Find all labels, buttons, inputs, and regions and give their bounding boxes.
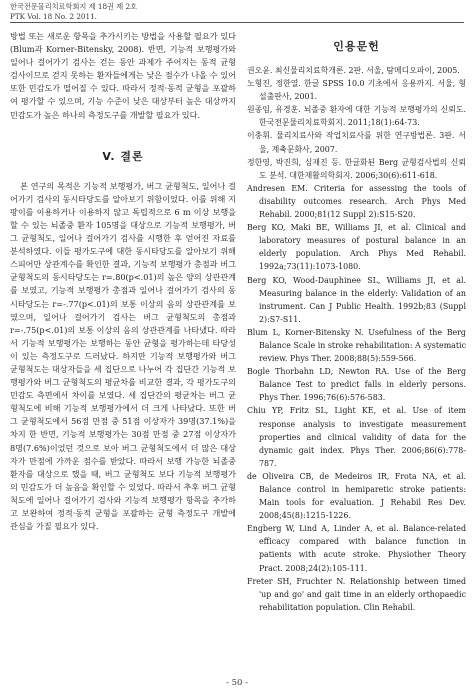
reference-item: 정한영, 박진희, 심재진 등. 한글화된 Berg 균형검사법의 신뢰도 분석. 대한재활의학회지. 2006;30(6):611-618. bbox=[247, 157, 466, 180]
reference-item: de Oliveira CB, de Medeiros IR, Frota NA, et al. Balance control in hemiparetic stroke patients: Main tools for evaluation. J Rehabil Res Dev. 2008;45(8):1215-1226. bbox=[247, 471, 466, 521]
reference-item: Berg KO, Wood-Dauphinee SL, Williams JI, et al. Measuring balance in the elderly: Validation of an instrument. Can J Public Health. 1992b;83 (Suppl 2):S7-S11. bbox=[247, 275, 466, 324]
references-heading: 인용문헌 bbox=[333, 40, 380, 53]
discussion-paragraph: 방법 또는 새로운 항목을 추가시키는 방법을 사용할 필요가 있다(Blum과 Korner-Bitensky, 2008). 반면, 기능적 보행평가와 일어나 걸어가기 검사는 걷는 동안 과제가 주어지는 동적 균형 검사이므로 걷지 못하는 환자들에게는 낮은 점수가 나올 수 있어 또한 민감도가 떨어질 수 있다. 따라서 정적·동적 균형을 포괄하여 평가할 수 있으며, 기능 수준이 낮은 대상부터 높은 대상까지 민감도가 높은 하나의 측정도구를 개발할 필요가 있다. bbox=[10, 31, 236, 120]
reference-item: Engberg W, Lind A, Linder A, et al. Balance-related efficacy compared with balance function in patients with acute stroke. Physiother Theory Pract. 2008;24(2):105-111. bbox=[247, 524, 466, 573]
page-number: - 50 - bbox=[226, 678, 248, 688]
journal-header bbox=[10, 2, 310, 22]
reference-list bbox=[247, 64, 466, 614]
conclusion-paragraph: 본 연구의 목적은 기능적 보행평가, 버그 균형척도, 일어나 걸어가기 검사의 동시타당도를 알아보기 위함이었다. 이를 위해 지팡이를 이용하거나 이용하지 않고 독립적으로 6 m 이상 보행을 할 수 있는 뇌졸중 환자 105명을 대상으로 기능적 보행평가, 버그 균형척도, 일어나 걸어가기 검사를 시행한 후 얻어진 자료를 분석하였다. 이들 평가도구에 대한 동시타당도를 알아보기 위해 스피어만 상관계수를 확인한 결과, 기능적 보행평가 총점과 버그 균형척도의 동시타당도는 r=.80(p<.01)의 높은 양의 상관관계를 보였고, 기능적 보행평가 총점과 일어나 걸어가기 검사의 동시타당도는 r=-.77(p<.01)의 보통 이상의 음의 상관관계를 보였으며, 일어나 걸어가기 검사는 버그 균형척도의 총점과 r=-.75(p<.01)의 보통 이상의 음의 상관관계를 나타냈다. 따라서 기능적 보행평가는 보행하는 동안 균형을 평가하는데 타당성이 있는 측정도구로 드러났다. 하지만 기능적 보행평가와 버그 균형척도는 대상자들을 세 집단으로 나누어 각 집단간 기능적 보행평가와 버그 균형척도의 평균차를 비교한 결과, 각 평가도구의 민감도 측면에서 차이를 보였다. 세 집단간의 평균차는 버그 균형척도에 비해 기능적 보행평가에서 더 크게 나타났다. 또한 버그 균형척도에서 56점 만점 중 51점 이상자가 39명(37.1%)을 차지 한 반면, 기능적 보행평가는 30점 만점 중 27점 이상자가 8명(7.6%)이었던 것으로 보아 버그 균형척도에서 더 많은 대상자가 만점에 가까운 점수를 받았다. 따라서 보행 가능한 뇌졸중 환자를 대상으로 했을 때, 버그 균형척도 보다 기능적 보행평가의 민감도가 더 높음을 확인할 수 있었다. 따라서 추후 버그 균형척도에 일어나 걸어가기 검사와 기능적 보행평가 항목을 추가하고 보완하여 정적·동적 균형을 포괄하는 균형 측정도구 개발에 관심을 가질 필요가 있다. bbox=[10, 180, 236, 532]
reference-item: 이충휘. 물리치료사와 작업치료사를 위한 연구방법론. 3판. 서울, 계축문화사, 2007. bbox=[247, 131, 466, 154]
reference-item: 권오윤. 최신물리치료학개론. 2판. 서울, 탐메디오파이, 2005. bbox=[247, 66, 460, 75]
conclusion-heading: V. 결론 bbox=[102, 149, 144, 163]
journal-volume-info: PTK Vol. 18 No. 2 2011. bbox=[10, 12, 97, 21]
reference-item: Freter SH, Fruchter N. Relationship between timed 'up and go' and gait time in an elderly orthopaedic rehabilitation population. Clin Rehabil. bbox=[247, 576, 466, 612]
reference-item: Bogle Thorbahn LD, Newton RA. Use of the Berg Balance Test to predict falls in elderly persons. Phys Ther. 1996;76(6):576-583. bbox=[247, 367, 466, 403]
reference-item: Blum L, Korner-Bitensky N. Usefulness of the Berg Balance Scale in stroke rehabilitation: A systematic review. Phys Ther. 2008;88(5):559-566. bbox=[247, 327, 466, 364]
header-divider bbox=[10, 22, 464, 23]
reference-item: 원종임, 유경훈. 뇌졸중 환자에 대한 기능적 보행평가의 신뢰도. 한국전문물리치료학회지. 2011;18(1):64-73. bbox=[247, 105, 466, 128]
reference-item: Andresen EM. Criteria for assessing the tools of disability outcomes research. Arch Phys Med Rehabil. 2000;81(12 Suppl 2):S15-S20. bbox=[247, 183, 466, 220]
right-column bbox=[247, 30, 466, 614]
journal-title: 한국전문물리치료학회지 제 18권 제 2호 bbox=[10, 2, 138, 11]
reference-item: Berg KO, Maki BE, Williams JI, et al. Clinical and laboratory measures of postural balance in an elderly population. Arch Phys Med Rehabil. 1992a;73(11):1073-1080. bbox=[247, 223, 466, 272]
reference-item: 노형진, 정한열. 한글 SPSS 10.0 기초에서 응용까지. 서울, 형설출판사, 2001. bbox=[247, 79, 466, 102]
reference-item: Chiu YP, Fritz SL, Light KE, et al. Use of item response analysis to investigate measurement properties and clinical validity of data for the dynamic gait index. Phys Ther. 2006;86(6):778-787. bbox=[247, 406, 466, 468]
left-column bbox=[10, 30, 236, 533]
